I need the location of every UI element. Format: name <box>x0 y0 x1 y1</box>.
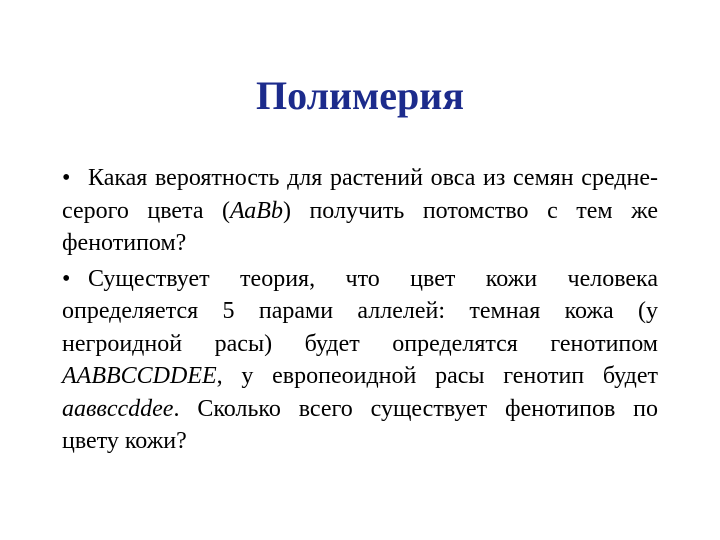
bullet-icon: • <box>62 265 71 292</box>
slide-title: Полимерия <box>255 73 464 118</box>
bullet-paragraph <box>62 162 658 260</box>
genotype-term: aaввccddee <box>62 395 174 422</box>
bullet-text: Какая вероятность для растений овса из семян средне-серого цвета ( <box>62 165 658 224</box>
genotype-term: AABBCCDDEE <box>62 363 217 389</box>
slide-body <box>62 162 658 461</box>
bullet-text: . Сколько всего существует фенотипов по цвету кожи? <box>62 395 658 454</box>
bullet-icon: • <box>62 165 71 191</box>
bullet-text: Существует теория, что цвет кожи человека определяется 5 парами аллелей: темная кожа (у негроидной расы) будет определятся генотипом <box>62 265 658 357</box>
bullet-text: , у европеоидной расы генотип будет <box>216 363 658 389</box>
bullet-text: ) получить потомство с тем же фенотипом? <box>62 197 658 256</box>
bullet-paragraph <box>62 263 658 458</box>
genotype-term: АаВb <box>229 197 283 224</box>
